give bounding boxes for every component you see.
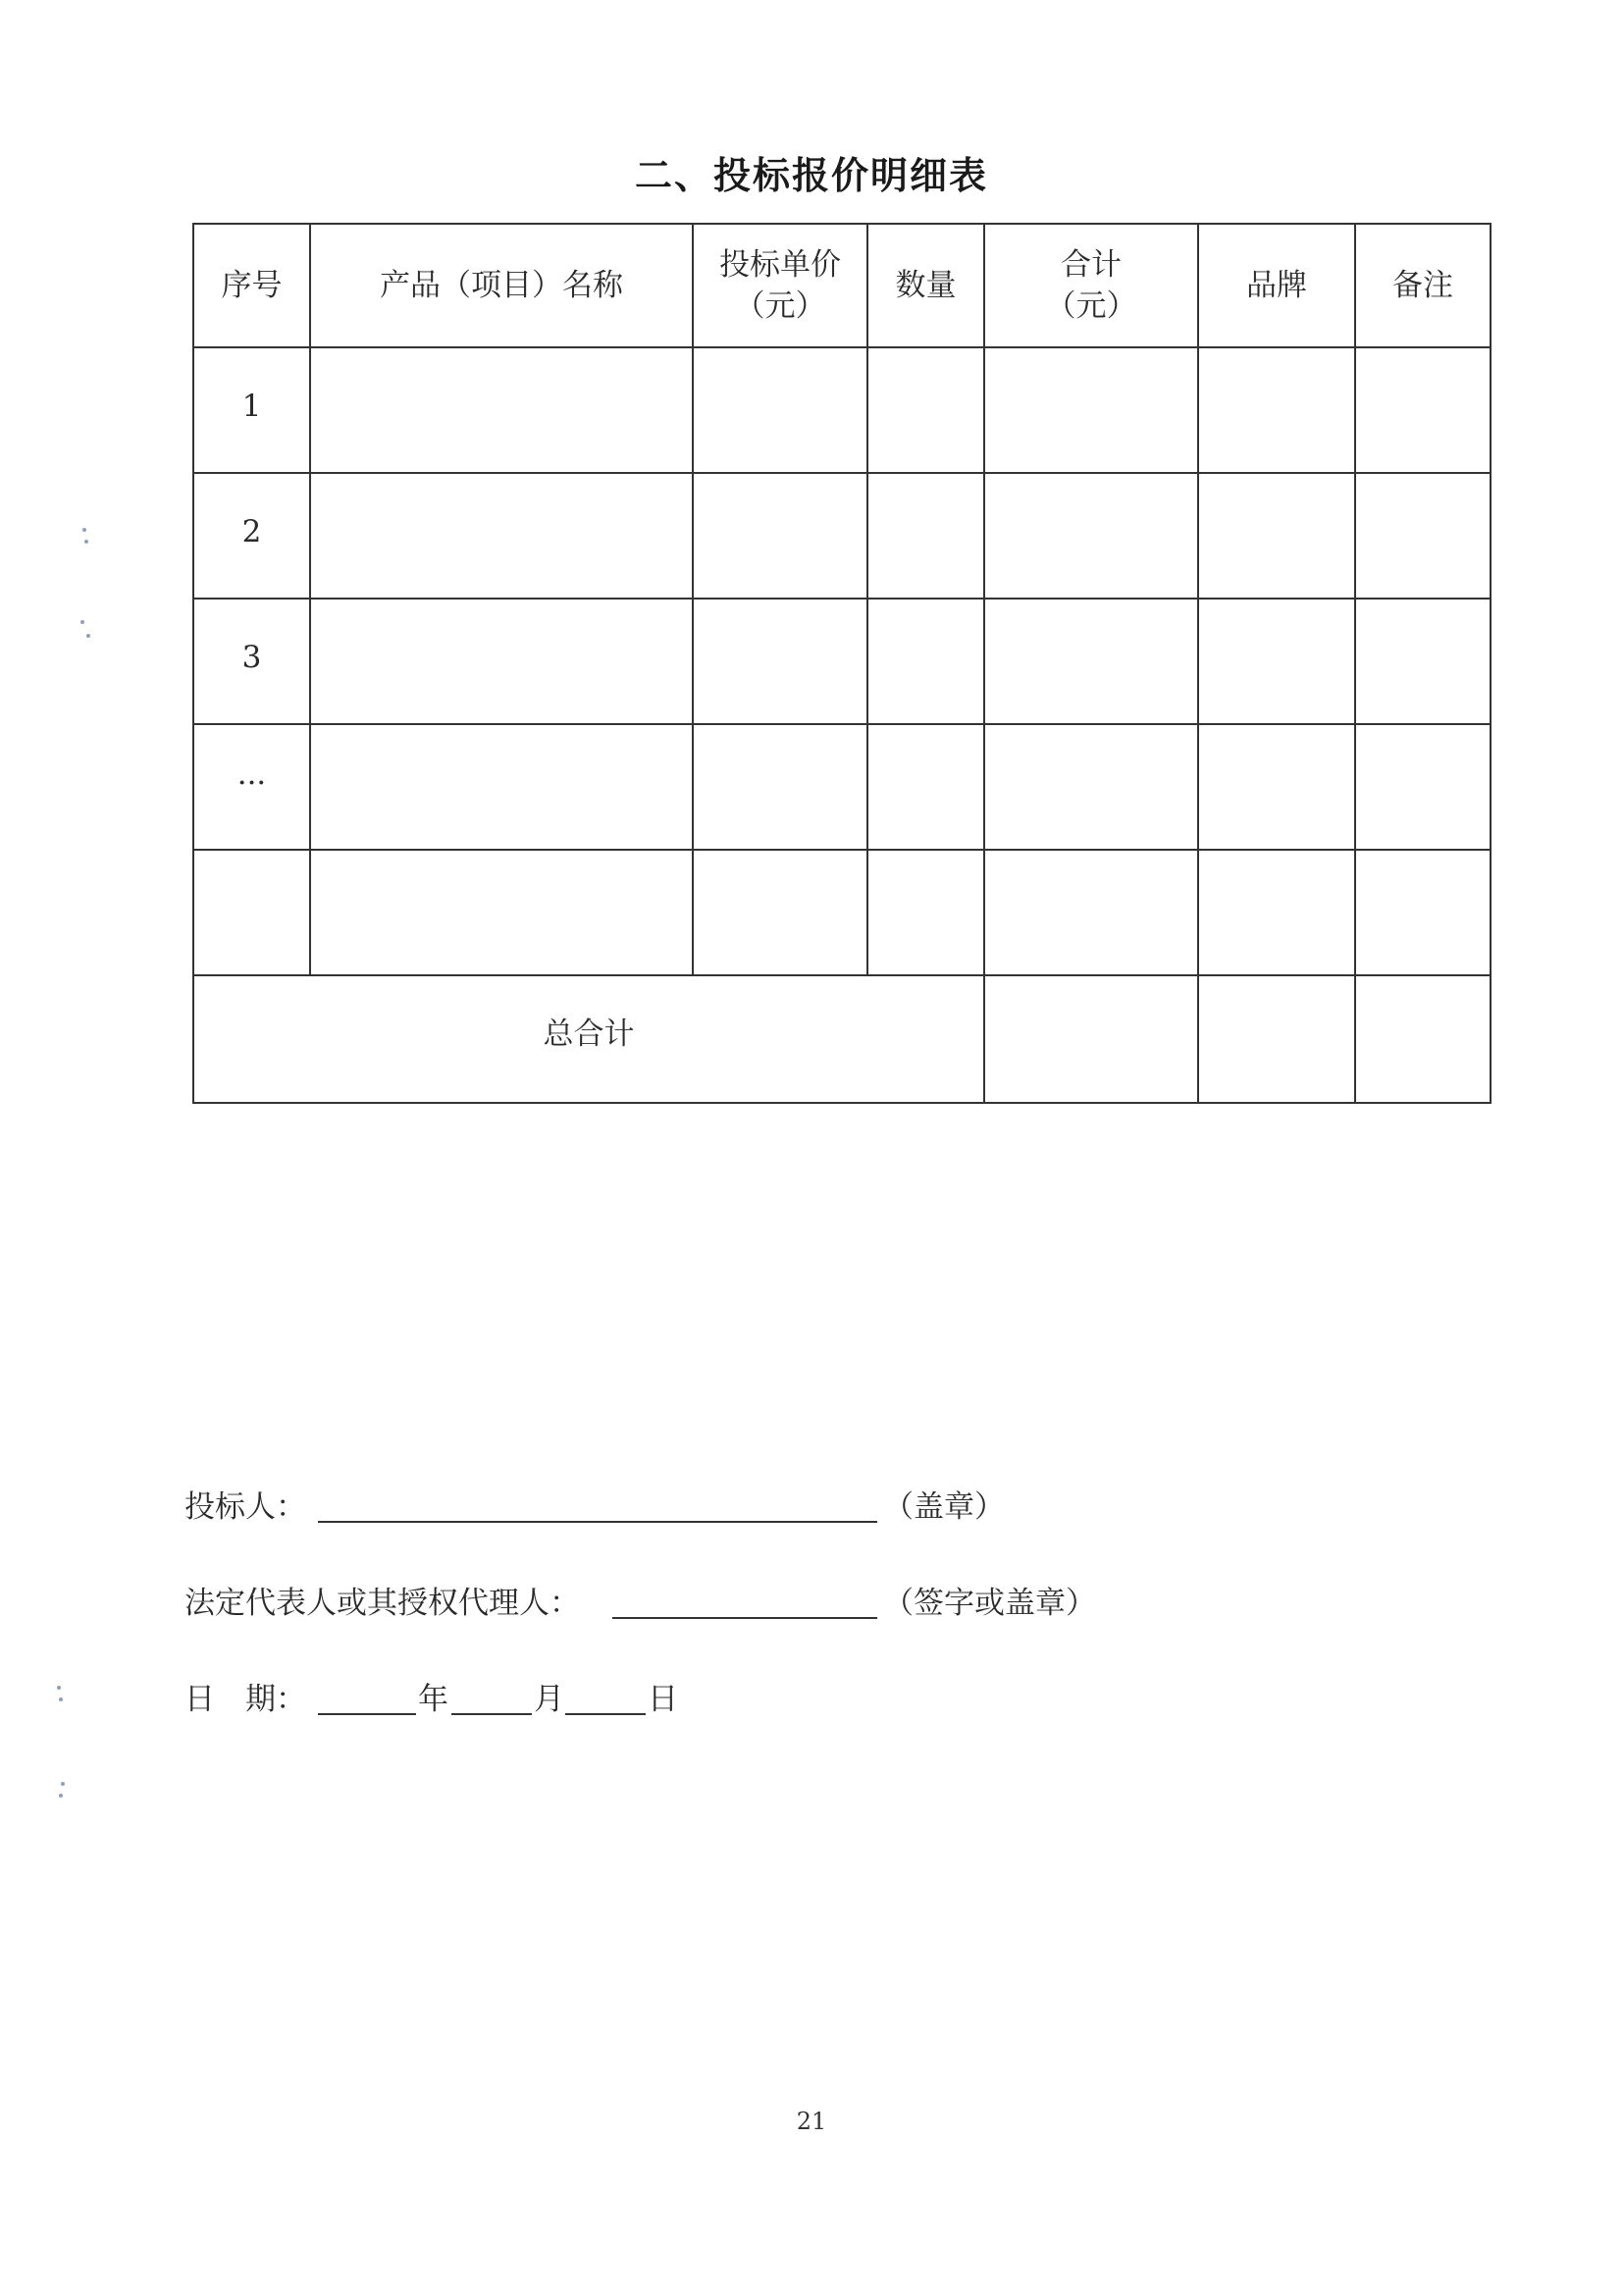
header-unit-price-line2: （元） [734,288,826,324]
row-brand-cell [1198,473,1355,599]
row-unit-price-cell [693,473,867,599]
row-remarks-cell [1355,850,1491,975]
row-seq: 2 [193,473,310,599]
row-product-name-cell [310,347,693,473]
row-remarks-cell [1355,347,1491,473]
representative-seal-note: （签字或盖章） [883,1586,1096,1621]
row-brand-cell [1198,850,1355,975]
total-label: 总合计 [193,975,984,1103]
header-quantity: 数量 [867,224,984,347]
row-seq: ··· [193,724,310,850]
row-seq: 1 [193,347,310,473]
row-subtotal-cell [984,850,1198,975]
row-quantity-cell [867,724,984,850]
row-subtotal-cell [984,599,1198,724]
row-subtotal-cell [984,347,1198,473]
representative-signature-line [612,1617,877,1619]
page-number: 21 [796,2108,827,2135]
bidder-label: 投标人： [184,1489,306,1525]
header-unit-price [693,224,867,347]
row-seq [193,850,310,975]
header-seq: 序号 [193,224,310,347]
row-brand-cell [1198,599,1355,724]
row-unit-price-cell [693,347,867,473]
page-title: 二、投标报价明细表 [634,154,988,197]
header-brand: 品牌 [1198,224,1355,347]
date-year-unit: 年 [418,1682,448,1717]
scan-speck [61,1782,65,1786]
row-subtotal-cell [984,724,1198,850]
scan-speck [80,620,84,624]
total-subtotal-cell [984,975,1198,1103]
row-quantity-cell [867,473,984,599]
row-product-name-cell [310,850,693,975]
scan-speck [59,1697,63,1701]
row-remarks-cell [1355,473,1491,599]
header-product-name: 产品（项目）名称 [310,224,693,347]
row-product-name-cell [310,724,693,850]
table-row [193,347,1491,473]
table-total-row [193,975,1491,1103]
date-month-line [451,1713,532,1715]
row-subtotal-cell [984,473,1198,599]
row-quantity-cell [867,599,984,724]
date-month-unit: 月 [534,1682,564,1717]
table-row [193,850,1491,975]
total-brand-cell [1198,975,1355,1103]
header-subtotal [984,224,1198,347]
scan-speck [82,528,86,532]
row-quantity-cell [867,850,984,975]
header-subtotal-line2: （元） [1045,288,1137,324]
table-row [193,599,1491,724]
date-day-line [565,1713,646,1715]
representative-label: 法定代表人或其授权代理人： [184,1586,580,1621]
row-remarks-cell [1355,599,1491,724]
date-year-line [318,1713,416,1715]
row-unit-price-cell [693,599,867,724]
row-product-name-cell [310,473,693,599]
header-subtotal-line1: 合计 [1061,247,1122,283]
date-day-unit: 日 [648,1682,678,1717]
bidder-signature-line [318,1521,877,1523]
table-header-row [193,224,1491,347]
row-unit-price-cell [693,850,867,975]
header-unit-price-line1: 投标单价 [719,247,841,283]
total-remarks-cell [1355,975,1491,1103]
row-remarks-cell [1355,724,1491,850]
scan-speck [86,634,90,638]
row-brand-cell [1198,347,1355,473]
bidder-seal-note: （盖章） [883,1489,1005,1525]
row-quantity-cell [867,347,984,473]
table-row [193,724,1491,850]
row-seq: 3 [193,599,310,724]
scan-speck [59,1794,63,1798]
row-brand-cell [1198,724,1355,850]
scan-speck [57,1686,61,1690]
header-remarks: 备注 [1355,224,1491,347]
date-label: 日 期： [184,1682,306,1717]
quote-detail-table [192,223,1492,1104]
table-row [193,473,1491,599]
row-unit-price-cell [693,724,867,850]
scan-speck [84,540,88,544]
row-product-name-cell [310,599,693,724]
